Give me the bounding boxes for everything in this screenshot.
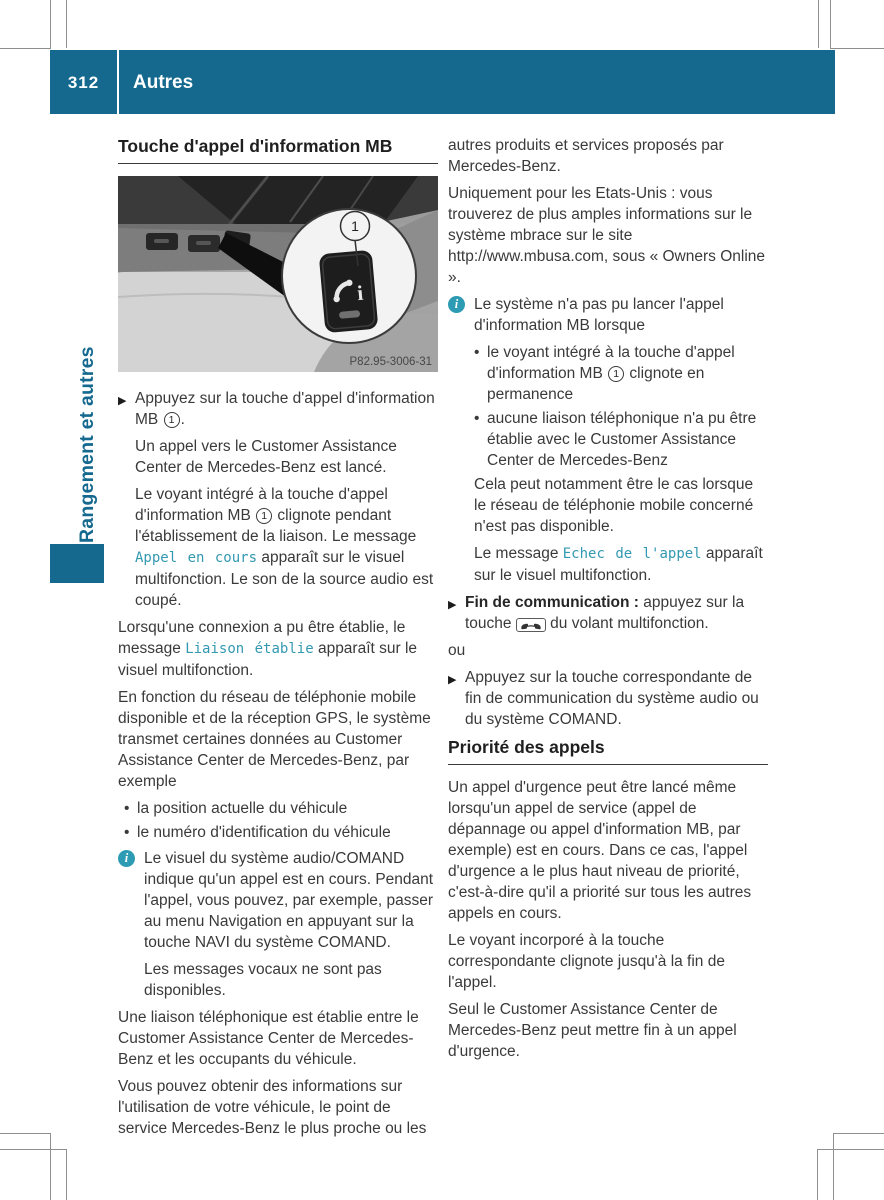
note-paragraph	[474, 543, 768, 586]
section-heading: Priorité des appels	[448, 736, 768, 765]
button-info-glyph: i	[356, 280, 365, 306]
text-run: Un appel vers le Customer Assistance Center de Mercedes-Benz est lancé.	[135, 438, 397, 476]
text-run: Le système n'a pas pu lancer l'appel d'information MB lorsque	[474, 296, 724, 334]
text-run: Appuyez sur la touche d'appel d'information MB	[135, 390, 435, 428]
text-run: du volant multifonction.	[545, 615, 709, 632]
action-paragraph	[135, 484, 438, 611]
circled-number-icon: 1	[608, 366, 624, 382]
info-icon: i	[118, 850, 135, 867]
text-run: le numéro d'identification du véhicule	[137, 824, 391, 841]
page-edge-line	[66, 0, 67, 48]
page-edge-line	[0, 48, 51, 49]
note-paragraph	[474, 474, 768, 537]
text-run: clignote pendant l'établissement de la liaison. Le message	[135, 507, 417, 545]
text-run: Le message	[474, 545, 563, 562]
page-edge-line	[0, 1133, 51, 1134]
text-run: Le voyant incorporé à la touche correspondante clignote jusqu'à la fin de l'appel.	[448, 932, 725, 991]
note-text	[474, 294, 768, 336]
action-arrow-icon: ▶	[448, 599, 457, 611]
info-icon: i	[448, 296, 465, 313]
bold-text: Fin de communication :	[465, 594, 639, 611]
bullet-icon: •	[474, 410, 480, 427]
text-run: Le visuel du système audio/COMAND indique qu'un appel est en cours. Pendant l'appel, vous pouvez, par exemple, passer au menu Navigation en appuyant sur la touche NAVI du système COMAND.	[144, 850, 434, 951]
text-run: apparaît sur le visuel multifonction. Le son de la source audio est coupé.	[135, 549, 434, 609]
action-item	[448, 592, 768, 634]
paragraph	[448, 777, 768, 924]
display-message: Echec de l'appel	[562, 546, 702, 562]
bullet-item	[124, 798, 438, 819]
action-arrow-icon: ▶	[118, 395, 127, 407]
action-arrow-icon: ▶	[448, 674, 457, 686]
action-text	[135, 388, 438, 430]
page-edge-line	[817, 1149, 884, 1150]
end-call-key-icon	[516, 618, 546, 632]
console-photo-illustration	[118, 176, 438, 372]
text-run: aucune liaison téléphonique n'a pu être établie avec le Customer Assistance Center de Mercedes-Benz	[487, 410, 757, 469]
paragraph	[118, 1076, 438, 1139]
text-run: apparaît sur le visuel multifonction.	[474, 545, 763, 584]
action-paragraph	[135, 436, 438, 478]
text-run: Seul le Customer Assistance Center de Mercedes-Benz peut mettre fin à un appel d'urgence.	[448, 1001, 737, 1060]
note-text	[144, 848, 438, 953]
bullet-icon: •	[124, 824, 130, 841]
bullet-text	[487, 408, 768, 471]
bullet-icon: •	[124, 800, 130, 817]
text-run: ou	[448, 642, 466, 659]
right-column	[448, 135, 768, 1068]
note-paragraph	[144, 959, 438, 1001]
text-run: clignote en permanence	[487, 365, 705, 403]
page-edge-line	[50, 0, 51, 48]
text-run: Les messages vocaux ne sont pas disponibles.	[144, 961, 382, 999]
page-edge-line	[830, 48, 884, 49]
display-message: Liaison établie	[185, 641, 314, 657]
page-number: 312	[67, 72, 100, 92]
text-run: le voyant intégré à la touche d'appel d'information MB	[487, 344, 735, 382]
callout-number: 1	[351, 218, 359, 234]
text-run: .	[180, 411, 185, 428]
sidebar-chapter-label: Rangement et autres	[76, 346, 98, 543]
paragraph	[118, 687, 438, 792]
note-bullet-item	[474, 342, 768, 405]
page-edge-line	[66, 1149, 67, 1200]
page-edge-line	[833, 1133, 884, 1134]
text-run: apparaît sur le visuel multifonction.	[118, 640, 418, 679]
page-edge-line	[833, 1133, 834, 1200]
action-text	[465, 667, 768, 730]
info-note	[118, 848, 438, 953]
text-run: Le voyant intégré à la touche d'appel d'information MB	[135, 486, 388, 524]
text-run: Uniquement pour les Etats-Unis : vous trouverez de plus amples informations sur le système mbrace sur le site http://www.mbusa.com, sous « Owners Online ».	[448, 185, 766, 286]
text-run: En fonction du réseau de téléphonie mobile disponible et de la réception GPS, le système transmet certaines données au Customer Assistance Center de Mercedes-Benz, par exemple	[118, 689, 431, 790]
paragraph	[448, 135, 768, 177]
action-item	[448, 667, 768, 730]
bullet-icon: •	[474, 344, 480, 361]
mb-info-call-button-photo	[118, 176, 438, 378]
chapter-title: Autres	[133, 71, 194, 93]
chapter-header-bar	[50, 50, 835, 114]
page-edge-line	[817, 1149, 818, 1200]
page-edge-line	[830, 0, 831, 48]
figure-caption: P82.95-3006-31	[349, 356, 432, 368]
text-run: la position actuelle du véhicule	[137, 800, 348, 817]
text-run: Lorsqu'une connexion a pu être établie, le message	[118, 619, 406, 657]
text-run: Une liaison téléphonique est établie entre le Customer Assistance Center de Mercedes-Benz et les occupants du véhicule.	[118, 1009, 419, 1068]
sidebar-chapter-tab	[50, 544, 104, 583]
page-edge-line	[50, 1133, 51, 1200]
left-column	[118, 135, 438, 1145]
text-run: Un appel d'urgence peut être lancé même lorsqu'un appel de service (appel de dépannage ou appel d'information MB, par exemple) est en cours. Dans ce cas, l'appel d'urgence a le plus haut niveau de priorité, c'est-à-dire qu'il a priorité sur tous les autres appels en cours.	[448, 779, 752, 922]
note-bullet-item	[474, 408, 768, 471]
text-run: Appuyez sur la touche correspondante de fin de communication du système audio ou du système COMAND.	[465, 669, 759, 728]
section-heading: Touche d'appel d'information MB	[118, 135, 438, 164]
circled-number-icon: 1	[164, 412, 180, 428]
action-text	[465, 592, 768, 634]
paragraph	[118, 1007, 438, 1070]
text-run: Vous pouvez obtenir des informations sur l'utilisation de votre véhicule, le point de service Mercedes-Benz le plus proche ou les	[118, 1078, 427, 1137]
paragraph	[448, 999, 768, 1062]
paragraph	[118, 617, 438, 681]
text-run: appuyez sur la touche	[465, 594, 745, 632]
page-edge-line	[818, 0, 819, 48]
bullet-text	[487, 342, 768, 405]
info-note	[448, 294, 768, 336]
bullet-text	[137, 798, 347, 819]
paragraph	[448, 183, 768, 288]
page-edge-line	[0, 1149, 67, 1150]
circled-number-icon: 1	[256, 508, 272, 524]
display-message: Appel en cours	[135, 550, 258, 566]
bullet-item	[124, 822, 438, 843]
action-item	[118, 388, 438, 430]
paragraph	[448, 640, 768, 661]
text-run: Cela peut notamment être le cas lorsque le réseau de téléphonie mobile concerné n'est pas disponible.	[474, 476, 754, 535]
bullet-text	[137, 822, 391, 843]
paragraph	[448, 930, 768, 993]
text-run: autres produits et services proposés par Mercedes-Benz.	[448, 137, 724, 175]
